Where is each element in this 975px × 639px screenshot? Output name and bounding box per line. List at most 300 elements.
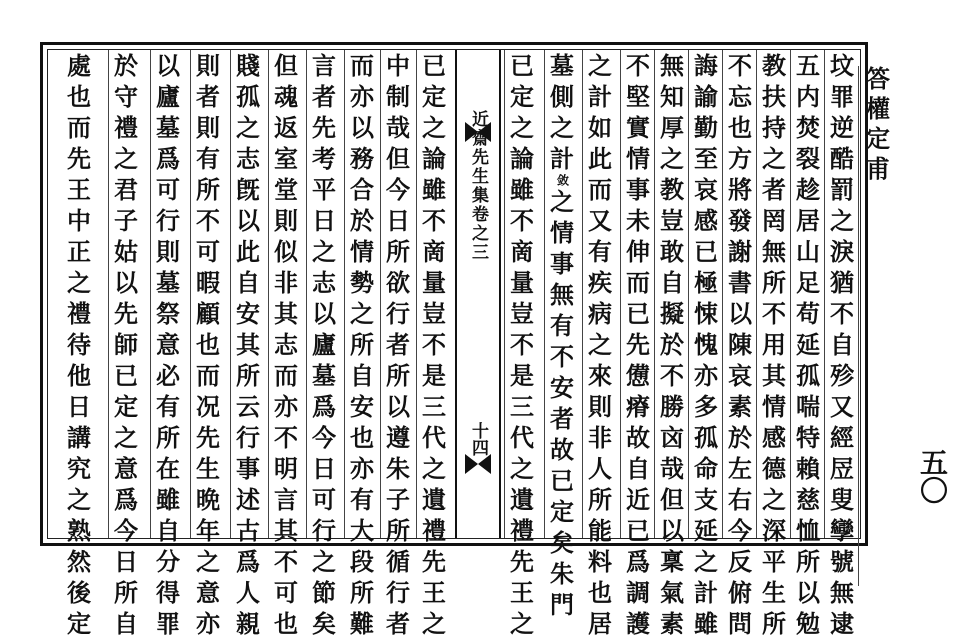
character: 定 bbox=[510, 82, 534, 111]
character: 之 bbox=[762, 485, 786, 514]
character: 素 bbox=[728, 392, 752, 421]
character: 况 bbox=[196, 392, 220, 421]
character: 誨 bbox=[694, 51, 718, 80]
character: 爲 bbox=[156, 144, 180, 173]
character: 俯 bbox=[728, 578, 752, 607]
character: 又 bbox=[830, 392, 854, 421]
character: 先 bbox=[312, 113, 336, 142]
character: 生 bbox=[196, 454, 220, 483]
character: 孿 bbox=[830, 516, 854, 545]
character: 遺 bbox=[510, 485, 534, 514]
character: 也 bbox=[67, 82, 91, 111]
character: 豈 bbox=[510, 299, 534, 328]
character: 則 bbox=[156, 237, 180, 266]
character: 分 bbox=[156, 547, 180, 576]
character: 無 bbox=[550, 280, 574, 309]
character: 情 bbox=[626, 144, 650, 173]
character: 大 bbox=[350, 516, 374, 545]
text-column bbox=[582, 50, 617, 638]
character: 無 bbox=[830, 578, 854, 607]
character: 不 bbox=[510, 206, 534, 235]
character: 厚 bbox=[660, 113, 684, 142]
character: 裂 bbox=[796, 144, 820, 173]
character: 所 bbox=[386, 237, 410, 266]
character: 生 bbox=[762, 578, 786, 607]
character: 所 bbox=[114, 578, 138, 607]
character: 教 bbox=[762, 51, 786, 80]
character: 發 bbox=[728, 206, 752, 235]
character: 在 bbox=[156, 454, 180, 483]
character: 遵 bbox=[386, 423, 410, 452]
character: 已 bbox=[626, 299, 650, 328]
character: 日 bbox=[312, 206, 336, 235]
character: 經 bbox=[830, 423, 854, 452]
character: 極 bbox=[694, 268, 718, 297]
character: 哀 bbox=[694, 175, 718, 204]
character: 啇 bbox=[422, 237, 446, 266]
character: 子 bbox=[386, 485, 410, 514]
character: 爲 bbox=[236, 547, 260, 576]
character: 安 bbox=[236, 299, 260, 328]
character: 敢 bbox=[660, 237, 684, 266]
character: 論 bbox=[510, 144, 534, 173]
character: 矣 bbox=[550, 528, 574, 557]
character: 室 bbox=[274, 144, 298, 173]
character: 之 bbox=[114, 423, 138, 452]
character: 之 bbox=[422, 454, 446, 483]
character: 右 bbox=[728, 485, 752, 514]
text-column bbox=[150, 50, 185, 638]
character: 不 bbox=[274, 423, 298, 452]
character: 素 bbox=[660, 609, 684, 638]
text-column bbox=[824, 50, 859, 638]
character: 親 bbox=[236, 609, 260, 638]
character: 之 bbox=[196, 547, 220, 576]
character: 淚 bbox=[830, 237, 854, 266]
character: 以 bbox=[796, 578, 820, 607]
character: 方 bbox=[728, 144, 752, 173]
character: 者 bbox=[312, 82, 336, 111]
character: 持 bbox=[762, 113, 786, 142]
character: 哀 bbox=[728, 361, 752, 390]
text-column bbox=[416, 50, 451, 638]
character: 㞐 bbox=[830, 454, 854, 483]
character: 之 bbox=[67, 485, 91, 514]
character: 者 bbox=[762, 175, 786, 204]
character: 不 bbox=[550, 342, 574, 371]
character: 計 bbox=[550, 144, 574, 173]
character: 此 bbox=[588, 144, 612, 173]
character: 君 bbox=[114, 175, 138, 204]
character: 罪 bbox=[156, 609, 180, 638]
character: 至 bbox=[694, 144, 718, 173]
character: 日 bbox=[67, 392, 91, 421]
character: 護 bbox=[626, 609, 650, 638]
character: 調 bbox=[626, 578, 650, 607]
character: 究 bbox=[67, 454, 91, 483]
text-column bbox=[504, 50, 539, 638]
character: 賴 bbox=[796, 454, 820, 483]
character: 則 bbox=[196, 113, 220, 142]
text-column bbox=[268, 50, 303, 638]
character: 書 bbox=[728, 268, 752, 297]
character: 先 bbox=[114, 299, 138, 328]
character: 旣 bbox=[236, 175, 260, 204]
character: 而 bbox=[274, 361, 298, 390]
character: 逆 bbox=[830, 113, 854, 142]
character: 已 bbox=[626, 516, 650, 545]
character: 代 bbox=[422, 423, 446, 452]
character: 代 bbox=[510, 423, 534, 452]
character: 近 bbox=[626, 485, 650, 514]
text-column bbox=[544, 50, 579, 619]
character: 日 bbox=[386, 206, 410, 235]
character: 自 bbox=[626, 454, 650, 483]
character: 之 bbox=[550, 187, 574, 216]
character: 欲 bbox=[386, 268, 410, 297]
character: 制 bbox=[386, 82, 410, 111]
character: 魂 bbox=[274, 82, 298, 111]
character: 支 bbox=[694, 485, 718, 514]
character: 勢 bbox=[350, 268, 374, 297]
character: 病 bbox=[588, 299, 612, 328]
character: 以 bbox=[236, 206, 260, 235]
character: 講 bbox=[67, 423, 91, 452]
character: 事 bbox=[236, 454, 260, 483]
character: 量 bbox=[510, 268, 534, 297]
character: 亦 bbox=[196, 609, 220, 638]
character: 反 bbox=[728, 547, 752, 576]
character: 孤 bbox=[236, 82, 260, 111]
character: 哉 bbox=[386, 113, 410, 142]
character: 暇 bbox=[196, 268, 220, 297]
character: 以 bbox=[350, 113, 374, 142]
character: 之 bbox=[510, 454, 534, 483]
character: 意 bbox=[156, 330, 180, 359]
character: 日 bbox=[114, 547, 138, 576]
character: 不 bbox=[510, 330, 534, 359]
character: 將 bbox=[728, 175, 752, 204]
character: 門 bbox=[550, 590, 574, 619]
character: 於 bbox=[350, 206, 374, 235]
character: 以 bbox=[114, 268, 138, 297]
character: 已 bbox=[694, 237, 718, 266]
character: 事 bbox=[626, 175, 650, 204]
character: 殄 bbox=[830, 361, 854, 390]
character: 於 bbox=[660, 330, 684, 359]
character: 行 bbox=[236, 423, 260, 452]
character: 自 bbox=[236, 268, 260, 297]
character: 可 bbox=[312, 485, 336, 514]
character: 擬 bbox=[660, 299, 684, 328]
character: 之 bbox=[312, 237, 336, 266]
character: 他 bbox=[67, 361, 91, 390]
character: 雖 bbox=[510, 175, 534, 204]
character: 人 bbox=[236, 578, 260, 607]
character: 又 bbox=[588, 206, 612, 235]
character: 自 bbox=[114, 609, 138, 638]
character: 禮 bbox=[510, 516, 534, 545]
text-column bbox=[344, 50, 379, 638]
text-column bbox=[688, 50, 723, 638]
character: 不 bbox=[660, 361, 684, 390]
character: 顧 bbox=[196, 299, 220, 328]
character: 所 bbox=[588, 485, 612, 514]
character: 陳 bbox=[728, 330, 752, 359]
character: 不 bbox=[422, 330, 446, 359]
character: 所 bbox=[796, 547, 820, 576]
character: 居 bbox=[796, 206, 820, 235]
character: 是 bbox=[422, 361, 446, 390]
character: 可 bbox=[274, 578, 298, 607]
character: 趁 bbox=[796, 175, 820, 204]
character: 延 bbox=[694, 516, 718, 545]
character: 逮 bbox=[830, 609, 854, 638]
character: 諭 bbox=[694, 82, 718, 111]
character: 子 bbox=[114, 206, 138, 235]
character: 已 bbox=[550, 466, 574, 495]
character: 扶 bbox=[762, 82, 786, 111]
character: 志 bbox=[274, 330, 298, 359]
character: 定 bbox=[550, 497, 574, 526]
character: 行 bbox=[386, 299, 410, 328]
character: 之 bbox=[588, 51, 612, 80]
text-column bbox=[620, 50, 655, 638]
character: 不 bbox=[274, 547, 298, 576]
character: 未 bbox=[626, 206, 650, 235]
character: 於 bbox=[728, 423, 752, 452]
character: 能 bbox=[588, 516, 612, 545]
character: 故 bbox=[550, 435, 574, 464]
character: 不 bbox=[728, 51, 752, 80]
character: 禮 bbox=[67, 299, 91, 328]
character: 志 bbox=[236, 144, 260, 173]
center-margin bbox=[455, 50, 501, 538]
character: 不 bbox=[196, 206, 220, 235]
character: 孤 bbox=[796, 361, 820, 390]
character: 深 bbox=[762, 516, 786, 545]
character: 雖 bbox=[422, 175, 446, 204]
character: 命 bbox=[694, 454, 718, 483]
character: 矣 bbox=[312, 609, 336, 638]
character: 循 bbox=[386, 547, 410, 576]
character: 五 bbox=[796, 51, 820, 80]
character: 以 bbox=[386, 392, 410, 421]
character: 忘 bbox=[728, 82, 752, 111]
character: 之 bbox=[510, 609, 534, 638]
page-number: 五〇 bbox=[916, 448, 949, 504]
character: 論 bbox=[422, 144, 446, 173]
character: 但 bbox=[660, 485, 684, 514]
character: 亦 bbox=[694, 361, 718, 390]
character: 所 bbox=[350, 578, 374, 607]
character: 德 bbox=[762, 454, 786, 483]
character: 王 bbox=[422, 578, 446, 607]
character: 行 bbox=[386, 578, 410, 607]
character: 意 bbox=[114, 454, 138, 483]
character: 王 bbox=[510, 578, 534, 607]
character: 左 bbox=[728, 454, 752, 483]
character: 自 bbox=[156, 516, 180, 545]
letter-title: 答權定甫 bbox=[861, 66, 891, 186]
character: 其 bbox=[274, 516, 298, 545]
character: 啇 bbox=[510, 237, 534, 266]
character: 情 bbox=[350, 237, 374, 266]
leaf-number: 十四 bbox=[468, 422, 488, 456]
text-column bbox=[654, 50, 689, 638]
character: 之 bbox=[550, 113, 574, 142]
character: 酷 bbox=[830, 144, 854, 173]
character: 之 bbox=[694, 547, 718, 576]
character: 王 bbox=[67, 175, 91, 204]
character: 墓 bbox=[312, 361, 336, 390]
character: 有 bbox=[156, 392, 180, 421]
character: 之 bbox=[312, 547, 336, 576]
character: 豈 bbox=[422, 299, 446, 328]
character: 亦 bbox=[350, 454, 374, 483]
character: 之 bbox=[422, 113, 446, 142]
character: 堅 bbox=[626, 82, 650, 111]
character: 安 bbox=[550, 373, 574, 402]
character: 謝 bbox=[728, 237, 752, 266]
character: 已 bbox=[510, 51, 534, 80]
text-column bbox=[62, 50, 96, 638]
character: 量 bbox=[422, 268, 446, 297]
character: 可 bbox=[156, 175, 180, 204]
character: 得 bbox=[156, 578, 180, 607]
character: 云 bbox=[236, 392, 260, 421]
character: 也 bbox=[728, 113, 752, 142]
character: 知 bbox=[660, 82, 684, 111]
character: 返 bbox=[274, 113, 298, 142]
character: 所 bbox=[236, 361, 260, 390]
text-column bbox=[306, 50, 341, 638]
character: 氣 bbox=[660, 578, 684, 607]
character: 如 bbox=[588, 113, 612, 142]
character: 罪 bbox=[830, 82, 854, 111]
character: 哉 bbox=[660, 454, 684, 483]
character: 待 bbox=[67, 330, 91, 359]
character: 有 bbox=[196, 144, 220, 173]
character: 非 bbox=[274, 268, 298, 297]
character: 墓 bbox=[156, 113, 180, 142]
character: 感 bbox=[762, 423, 786, 452]
character: 自 bbox=[660, 268, 684, 297]
character: 已 bbox=[422, 51, 446, 80]
character: 自 bbox=[830, 330, 854, 359]
character: 則 bbox=[588, 392, 612, 421]
character: 爲 bbox=[626, 547, 650, 576]
character: 㐫 bbox=[660, 423, 684, 452]
character: 愧 bbox=[694, 330, 718, 359]
character: 但 bbox=[274, 51, 298, 80]
character: 猶 bbox=[830, 268, 854, 297]
character: 計 bbox=[694, 578, 718, 607]
text-column bbox=[108, 50, 143, 638]
character: 稟 bbox=[660, 547, 684, 576]
character: 悚 bbox=[694, 299, 718, 328]
character: 罰 bbox=[830, 175, 854, 204]
character: 故 bbox=[626, 423, 650, 452]
character: 日 bbox=[312, 454, 336, 483]
character: 延 bbox=[796, 330, 820, 359]
character: 苟 bbox=[796, 299, 820, 328]
character: 之 bbox=[350, 299, 374, 328]
character: 而 bbox=[67, 113, 91, 142]
character: 者 bbox=[386, 330, 410, 359]
character: 實 bbox=[626, 113, 650, 142]
character: 先 bbox=[626, 330, 650, 359]
character: 已 bbox=[114, 361, 138, 390]
character: 孤 bbox=[694, 423, 718, 452]
character: 朱 bbox=[550, 559, 574, 588]
character: 朱 bbox=[386, 454, 410, 483]
character: 教 bbox=[660, 175, 684, 204]
character: 問 bbox=[728, 609, 752, 638]
character: 禮 bbox=[114, 113, 138, 142]
character: 雖 bbox=[156, 485, 180, 514]
character: 情 bbox=[762, 392, 786, 421]
character: 來 bbox=[588, 361, 612, 390]
character: 但 bbox=[386, 144, 410, 173]
character: 後 bbox=[67, 578, 91, 607]
character: 段 bbox=[350, 547, 374, 576]
character: 廬 bbox=[312, 330, 336, 359]
character: 勤 bbox=[694, 113, 718, 142]
character: 先 bbox=[422, 547, 446, 576]
character: 之 bbox=[422, 609, 446, 638]
character: 志 bbox=[312, 268, 336, 297]
character: 瘠 bbox=[626, 392, 650, 421]
character: 述 bbox=[236, 485, 260, 514]
character: 古 bbox=[236, 516, 260, 545]
character: 今 bbox=[114, 516, 138, 545]
character: 言 bbox=[274, 485, 298, 514]
character: 側 bbox=[550, 82, 574, 111]
character: 墓 bbox=[550, 51, 574, 80]
character: 有 bbox=[350, 485, 374, 514]
character: 其 bbox=[236, 330, 260, 359]
character: 先 bbox=[67, 144, 91, 173]
character: 之 bbox=[236, 113, 260, 142]
character: 處 bbox=[67, 51, 91, 80]
character: 之 bbox=[830, 206, 854, 235]
character: 所 bbox=[386, 516, 410, 545]
character: 晩 bbox=[196, 485, 220, 514]
character: 禮 bbox=[422, 516, 446, 545]
character: 感 bbox=[694, 206, 718, 235]
character: 之 bbox=[114, 144, 138, 173]
character: 平 bbox=[762, 547, 786, 576]
character: 以 bbox=[312, 299, 336, 328]
character: 者 bbox=[550, 404, 574, 433]
character: 不 bbox=[762, 299, 786, 328]
character: 以 bbox=[728, 299, 752, 328]
character: 有 bbox=[588, 237, 612, 266]
character: 勉 bbox=[796, 609, 820, 638]
character: 言 bbox=[312, 51, 336, 80]
character: 罔 bbox=[762, 206, 786, 235]
text-column bbox=[190, 50, 225, 638]
character: 則 bbox=[196, 51, 220, 80]
character: 憊 bbox=[626, 361, 650, 390]
character: 伸 bbox=[626, 237, 650, 266]
character: 所 bbox=[350, 330, 374, 359]
character: 行 bbox=[156, 206, 180, 235]
character: 以 bbox=[660, 516, 684, 545]
character: 特 bbox=[796, 423, 820, 452]
character: 之 bbox=[510, 113, 534, 142]
